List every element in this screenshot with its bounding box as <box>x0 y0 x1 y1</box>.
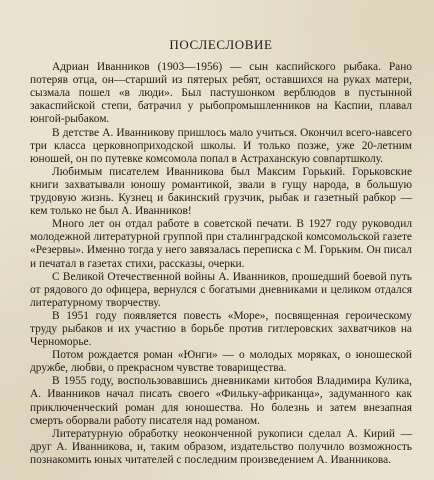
page-title: ПОСЛЕСЛОВИЕ <box>169 37 273 52</box>
afterword-text <box>30 38 412 467</box>
paragraph: Потом рождается роман «Юнги» — о молодых моряках, о юношеской дружбе, любви, о прекрасном чувстве товарищества. <box>30 349 412 375</box>
paragraph: Много лет он отдал работе в советской печати. В 1927 году руководил молодежной литературной группой при сталинградской комсомольской газете «Резервы». Именно тогда у него завязалась переписка с М. Горьким. Он писал и печатал в газетах стихи, рассказы, очерки. <box>30 218 412 270</box>
paragraph: Адриан Иванников (1903—1956) — сын каспийского рыбака. Рано потеряв отца, он—старший из пятерых ребят, оставшихся на руках матери, сызмала пошел «в люди». Был пастушонком верблюдов в пустынной закаспийской степи, батрачил у рыбопромышленников на Каспии, плавал юнгой-рыбаком. <box>30 61 412 126</box>
paragraph: В детстве А. Иванникову пришлось мало учиться. Окончил всего-навсего три класса церковноприходской школы. И только позже, уже 20-летним юношей, он по путевке комсомола попал в Астраханскую совпартшколу. <box>30 126 412 165</box>
paragraph: В 1951 году появляется повесть «Море», посвященная героическому труду рыбаков и их участию в борьбе против гитлеровских захватчиков на Черноморье. <box>30 309 412 349</box>
paragraph: В 1955 году, воспользовавшись дневниками китобоя Владимира Кулика, А. Иванников начал писать своего «Фильку-африканца», задуманного как приключенческий роман для юношества. Но болезнь и затем внезапная смерть оборвали работу писателя над романом. <box>30 375 412 427</box>
paragraph: С Великой Отечественной войны А. Иванников, прошедший боевой путь от рядового до офицера, вернулся с богатыми дневниками и целиком отдался литературному творчеству. <box>30 270 412 309</box>
paragraph: Любимым писателем Иванникова был Максим Горький. Горьковские книги захватывали юношу романтикой, звали в гущу народа, в большую трудовую жизнь. Кузнец и бакинский грузчик, рыбак и газетный рабкор — кем только не был А. Иванников! <box>30 165 412 218</box>
paragraph: Литературную обработку неоконченной рукописи сделал А. Кирий — друг А. Иванникова, и, таким образом, издательство получило возможность познакомить юных читателей с последним произведением А. Иванникова. <box>30 427 412 466</box>
